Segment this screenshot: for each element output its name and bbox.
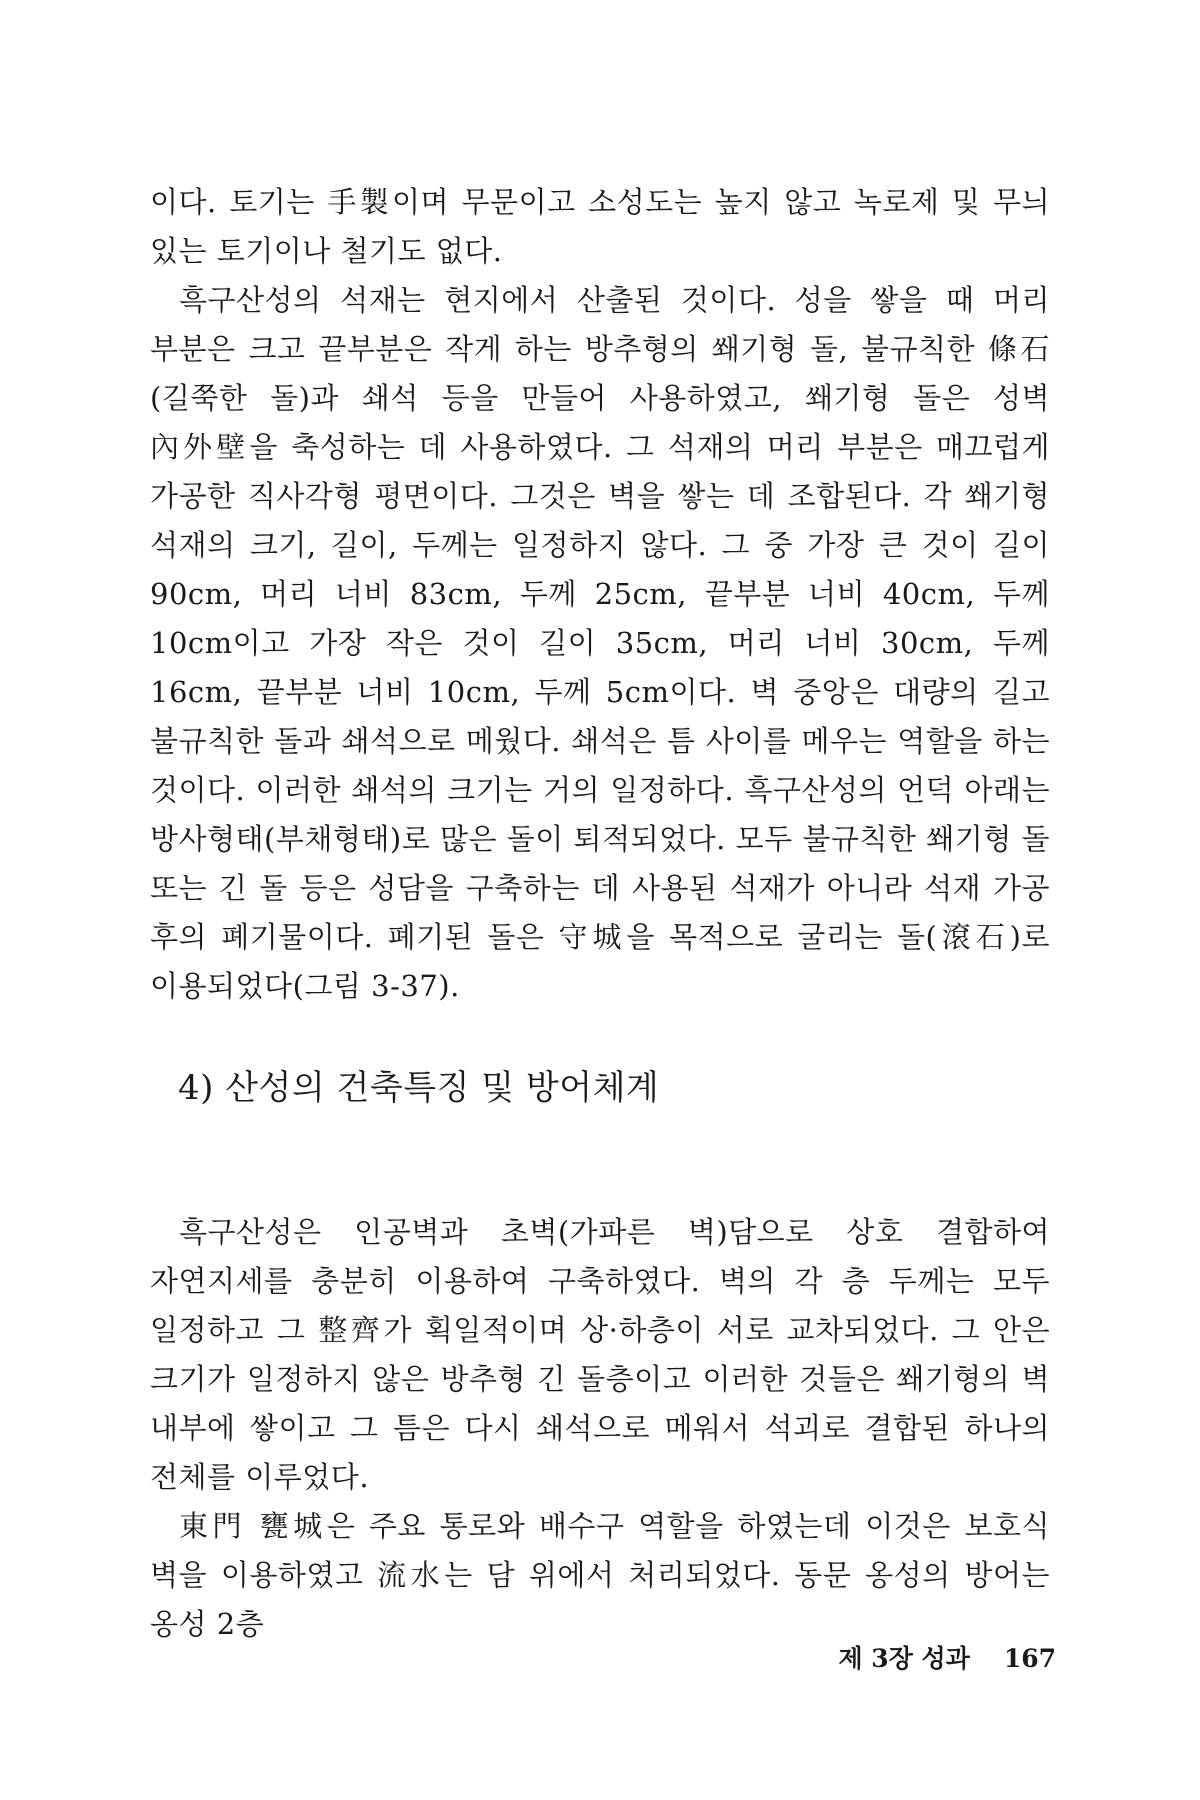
paragraph-continued: 이다. 토기는 手製이며 무문이고 소성도는 높지 않고 녹로제 및 무늬 있는 토기이나 철기도 없다.: [150, 185, 1050, 268]
page-footer: [838, 1642, 1056, 1676]
body-text-top: [150, 178, 1050, 1011]
body-text-bottom: [150, 1208, 1050, 1649]
paragraph-stone-materials: 흑구산성의 석재는 현지에서 산출된 것이다. 성을 쌓을 때 머리 부분은 크고 끝부분은 작게 하는 방추형의 쐐기형 돌, 불규칙한 條石(길쭉한 돌)과 쇄석 등을 만들어 사용하였고, 쐐기형 돌은 성벽 內外壁을 축성하는 데 사용하였다. 그 석재의 머리 부분은 매끄럽게 가공한 직사각형 평면이다. 그것은 벽을 쌓는 데 조합된다. 각 쐐기형 석재의 크기, 길이, 두께는 일정하지 않다. 그 중 가장 큰 것이 길이 90cm, 머리 너비 83cm, 두께 25cm, 끝부분 너비 40cm, 두께 10cm이고 가장 작은 것이 길이 35cm, 머리 너비 30cm, 두께 16cm, 끝부분 너비 10cm, 두께 5cm이다. 벽 중앙은 대량의 길고 불규칙한 돌과 쇄석으로 메웠다. 쇄석은 틈 사이를 메우는 역할을 하는 것이다. 이러한 쇄석의 크기는 거의 일정하다. 흑구산성의 언덕 아래는 방사형태(부채형태)로 많은 돌이 퇴적되었다. 모두 불규칙한 쐐기형 돌 또는 긴 돌 등은 성담을 구축하는 데 사용된 석재가 아니라 석재 가공 후의 폐기물이다. 폐기된 돌은 守城을 목적으로 굴리는 돌(滾石)로 이용되었다(그림 3-37).: [150, 283, 1050, 1003]
page-number: 167: [1003, 1644, 1056, 1673]
paragraph-east-gate: 東門 甕城은 주요 통로와 배수구 역할을 하였는데 이것은 보호식 벽을 이용하였고 流水는 담 위에서 처리되었다. 동문 옹성의 방어는 옹성 2층: [150, 1509, 1050, 1641]
footer-chapter: 제 3장 성과: [838, 1644, 970, 1673]
section-heading: 4) 산성의 건축특징 및 방어체계: [178, 1068, 660, 1108]
paragraph-construction: 흑구산성은 인공벽과 초벽(가파른 벽)담으로 상호 결합하여 자연지세를 충분히 이용하여 구축하였다. 벽의 각 층 두께는 모두 일정하고 그 整齊가 획일적이며 상·하층이 서로 교차되었다. 그 안은 크기가 일정하지 않은 방추형 긴 돌층이고 이러한 것들은 쐐기형의 벽 내부에 쌓이고 그 틈은 다시 쇄석으로 메워서 석괴로 결합된 하나의 전체를 이루었다.: [150, 1215, 1050, 1494]
